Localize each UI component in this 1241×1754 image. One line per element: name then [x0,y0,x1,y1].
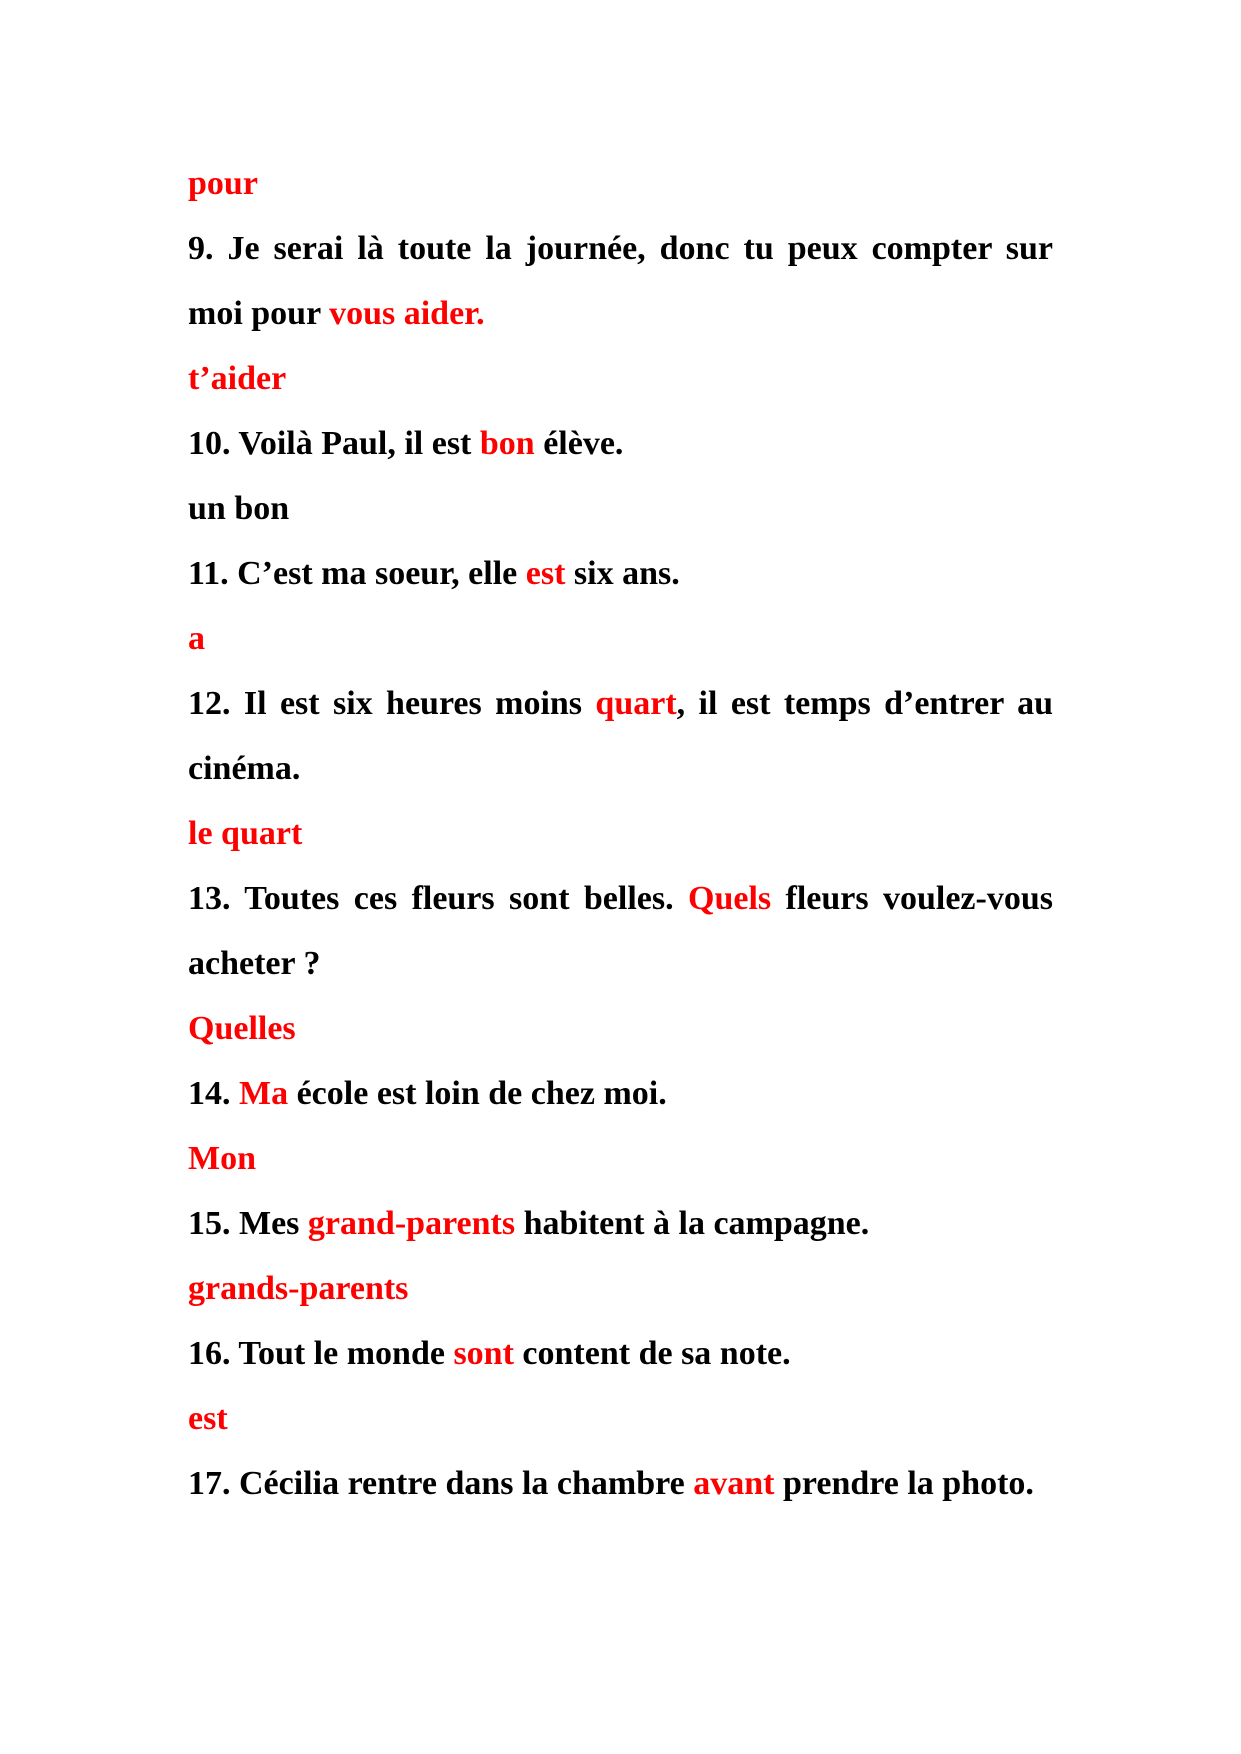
question-15 [188,1191,1053,1256]
question-text: fleurs voulez-vous acheter ? [188,880,1053,982]
answer-line: est [188,1400,228,1437]
answer-line: Quelles [188,1010,296,1047]
question-text: 15. Mes [188,1205,308,1242]
error-highlight: quart [595,685,677,722]
question-11 [188,541,1053,606]
error-highlight: Quels [688,880,772,917]
question-10 [188,411,1053,476]
document-page [188,151,1053,1516]
error-highlight: Ma [239,1075,289,1112]
question-text: élève. [534,425,624,462]
answer-line: Mon [188,1140,256,1177]
question-text: habitent à la campagne. [515,1205,870,1242]
question-text: prendre la photo. [774,1465,1034,1502]
error-highlight: grand-parents [307,1205,516,1242]
error-highlight: est [525,555,566,592]
error-highlight: avant [693,1465,775,1502]
question-text: 9. Je serai là toute la journée, donc tu peux compter sur moi pour [188,230,1053,332]
question-text: 16. Tout le monde [188,1335,454,1372]
question-text: , il est temps d’entrer au cinéma. [188,685,1053,787]
answer-line: grands-parents [188,1270,409,1307]
question-14 [188,1061,1053,1126]
answer-line: a [188,620,205,657]
error-highlight: vous aider. [329,295,485,332]
answer-line: pour [188,165,258,202]
question-text: 10. Voilà Paul, il est [188,425,480,462]
question-16 [188,1321,1053,1386]
question-12 [188,671,1053,801]
question-text: 13. Toutes ces fleurs sont belles. [188,880,688,917]
question-17 [188,1451,1053,1516]
answer-line: t’aider [188,360,287,397]
answer-line: un bon [188,490,290,527]
question-text: 17. Cécilia rentre dans la chambre [188,1465,694,1502]
question-text: 12. Il est six heures moins [188,685,596,722]
error-highlight: sont [453,1335,514,1372]
error-highlight: bon [479,425,535,462]
question-text: école est loin de chez moi. [288,1075,667,1112]
question-text: content de sa note. [513,1335,791,1372]
question-9 [188,216,1053,346]
question-text: 11. C’est ma soeur, elle [188,555,526,592]
question-text: six ans. [565,555,680,592]
question-13 [188,866,1053,996]
answer-line: le quart [188,815,303,852]
question-text: 14. [188,1075,239,1112]
